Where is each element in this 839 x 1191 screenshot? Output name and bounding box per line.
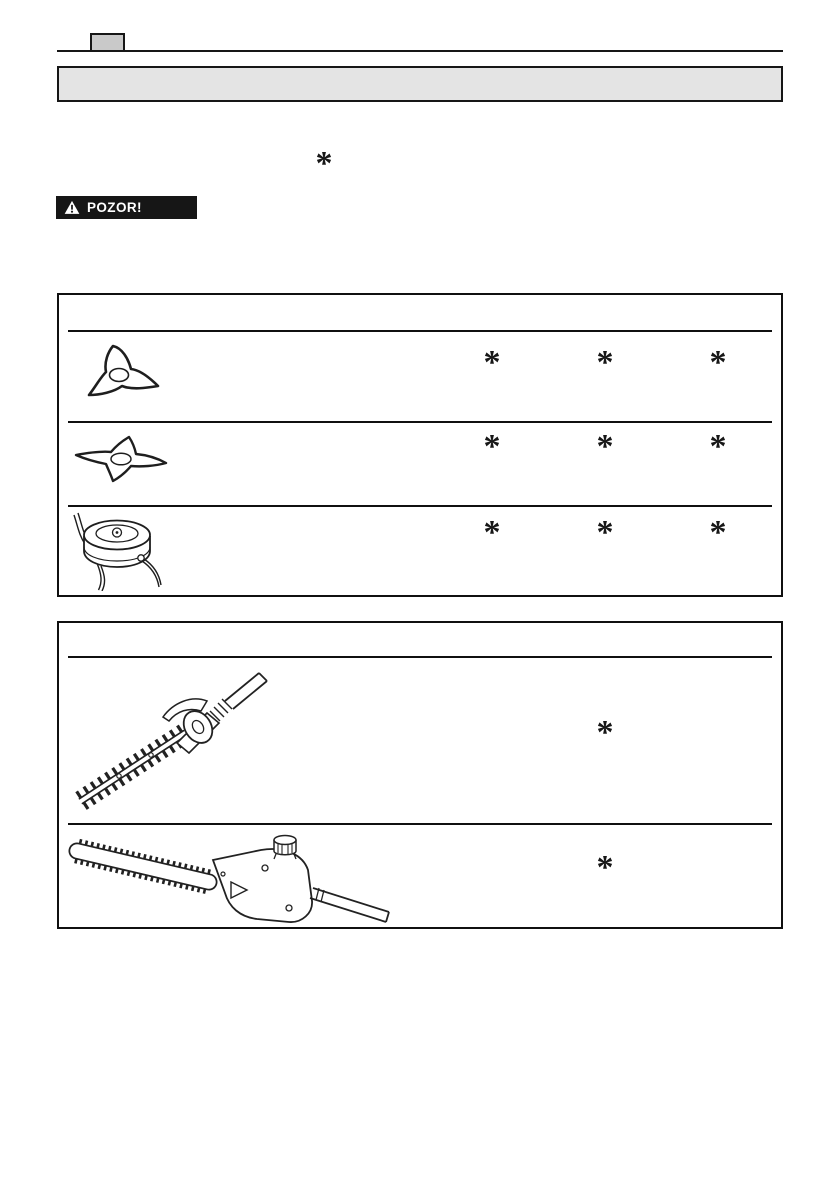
warning-label-text: POZOR! [87, 199, 142, 215]
asterisk-cell: * [709, 514, 727, 551]
table2-row-divider-1 [68, 823, 772, 825]
asterisk-cell: * [596, 714, 614, 751]
asterisk-cell: * [709, 428, 727, 465]
table1-header-divider [68, 330, 772, 332]
asterisk-cell: * [483, 428, 501, 465]
asterisk-cell: * [709, 344, 727, 381]
footnote-asterisk: * [315, 145, 333, 182]
accessory-table-2 [57, 621, 783, 929]
asterisk-cell: * [483, 344, 501, 381]
warning-label [56, 196, 197, 219]
table1-row-divider-2 [68, 505, 772, 507]
asterisk-cell: * [596, 428, 614, 465]
section-header-bar [57, 66, 783, 102]
warning-triangle-icon [64, 200, 80, 215]
pole-saw-attachment-illustration [63, 830, 393, 925]
asterisk-cell: * [596, 849, 614, 886]
asterisk-cell: * [483, 514, 501, 551]
asterisk-cell: * [596, 344, 614, 381]
asterisk-cell: * [596, 514, 614, 551]
table1-row-divider-1 [68, 421, 772, 423]
hedge-trimmer-attachment-illustration [67, 665, 272, 817]
three-tooth-blade-illustration [72, 340, 172, 412]
accessory-table-1 [57, 293, 783, 597]
trimmer-head-illustration [71, 511, 163, 591]
table2-header-divider [68, 656, 772, 658]
top-rule [57, 50, 783, 52]
four-tooth-blade-illustration [71, 433, 171, 485]
